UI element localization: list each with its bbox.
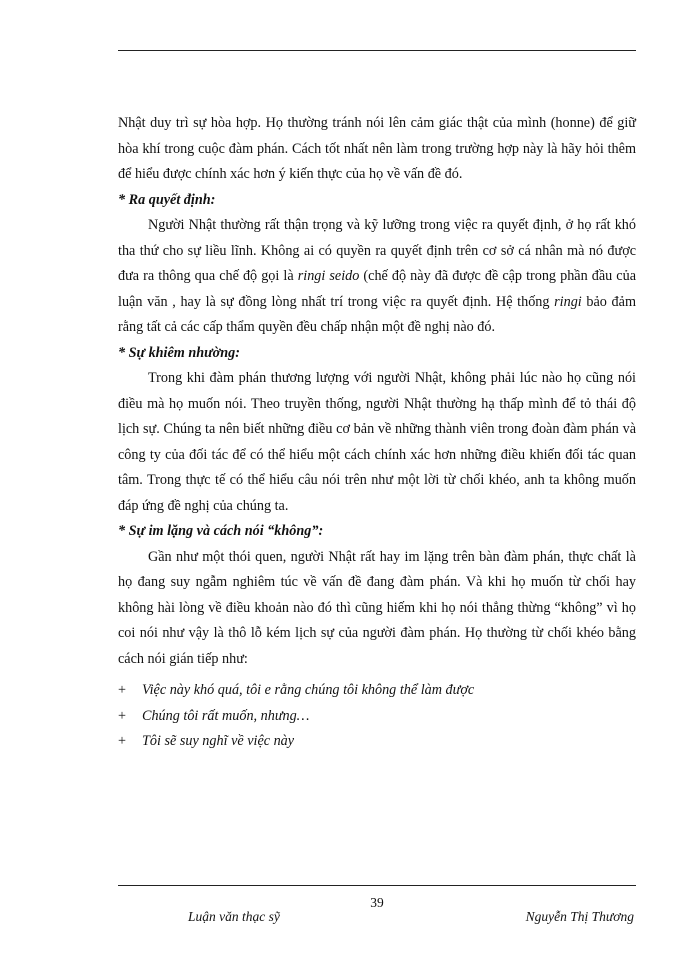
document-body: [118, 111, 636, 755]
text-segment: bảo đảm rằng tất cả các cấp thẩm quyền đều chấp nhận một đề nghị nào đó.: [118, 293, 636, 335]
paragraph-decision-making: [118, 213, 636, 341]
bullet-item: [118, 729, 636, 755]
heading-decision-making: * Ra quyết định:: [118, 191, 216, 208]
bullet-marker: +: [118, 733, 127, 749]
term-ringi: ringi: [554, 293, 582, 310]
paragraph-silence: Gần như một thói quen, người Nhật rất hay im lặng trên bàn đàm phán, thực chất là họ đang suy ngẫm nghiêm túc về vấn đề đang đàm phán. Và khi họ muốn từ chối hay không hài lòng về điều khoản nào đó thì cũng hiếm khi họ nói thẳng thừng “không” vì họ coi nói như vậy là thô lỗ kém lịch sự của người đàm phán. Họ thường từ chối khéo bằng cách nói gián tiếp như:: [118, 548, 636, 667]
paragraph-humility: Trong khi đàm phán thương lượng với người Nhật, không phải lúc nào họ cũng nói điều mà họ muốn nói. Theo truyền thống, người Nhật thường hạ thấp mình để tỏ thái độ lịch sự. Chúng ta nên biết những điều cơ bản về những thành viên trong đoàn đàm phán và công ty của đối tác để có thể hiểu một cách chính xác hơn những điều khiến đối tác quan tâm. Trong thực tế có thể hiểu câu nói trên như một lời từ chối khéo, anh ta không muốn đáp ứng đề nghị của chúng ta.: [118, 370, 636, 514]
paragraph-harmony: Nhật duy trì sự hòa hợp. Họ thường tránh nói lên cảm giác thật của mình (honne) để giữ hòa khí trong cuộc đàm phán. Cách tốt nhất nên làm trong trường hợp này là hãy hỏi thêm để hiểu được chính xác hơn ý kiến thực của họ về vấn đề đó.: [118, 115, 636, 182]
text-segment: (chế độ này đã được đề cập trong phần đầu của luận văn , hay là sự đồng lòng nhất trí trong việc ra quyết định. Hệ thống: [118, 268, 636, 310]
bullet-marker: +: [118, 682, 127, 698]
term-ringi-seido: ringi seido: [297, 268, 360, 284]
header-rule: [118, 50, 636, 51]
bullet-text: Việc này khó quá, tôi e rằng chúng tôi không thể làm được: [142, 682, 475, 698]
footer-author: Nguyễn Thị Thương: [525, 909, 634, 924]
bullet-item: [118, 678, 636, 704]
bullet-text: Chúng tôi rất muốn, nhưng…: [142, 707, 310, 724]
footer-rule: [118, 885, 636, 886]
bullet-marker: +: [118, 707, 127, 724]
bullet-item: [118, 704, 636, 730]
text-segment: Người Nhật thường rất thận trọng và kỹ lưỡng trong việc ra quyết định, ở họ rất khó tha thứ cho sự liều lĩnh. Không ai có quyền ra quyết định trên cơ sở cá nhân mà nó được đưa ra thông qua chế độ gọi là: [118, 217, 636, 284]
heading-silence: * Sự im lặng và cách nói “không”:: [118, 523, 324, 539]
footer-thesis-label: Luận văn thạc sỹ: [188, 909, 280, 924]
heading-humility: * Sự khiêm nhường:: [118, 344, 240, 361]
page-number: 39: [370, 895, 384, 910]
bullet-text: Tôi sẽ suy nghĩ về việc này: [142, 733, 295, 749]
